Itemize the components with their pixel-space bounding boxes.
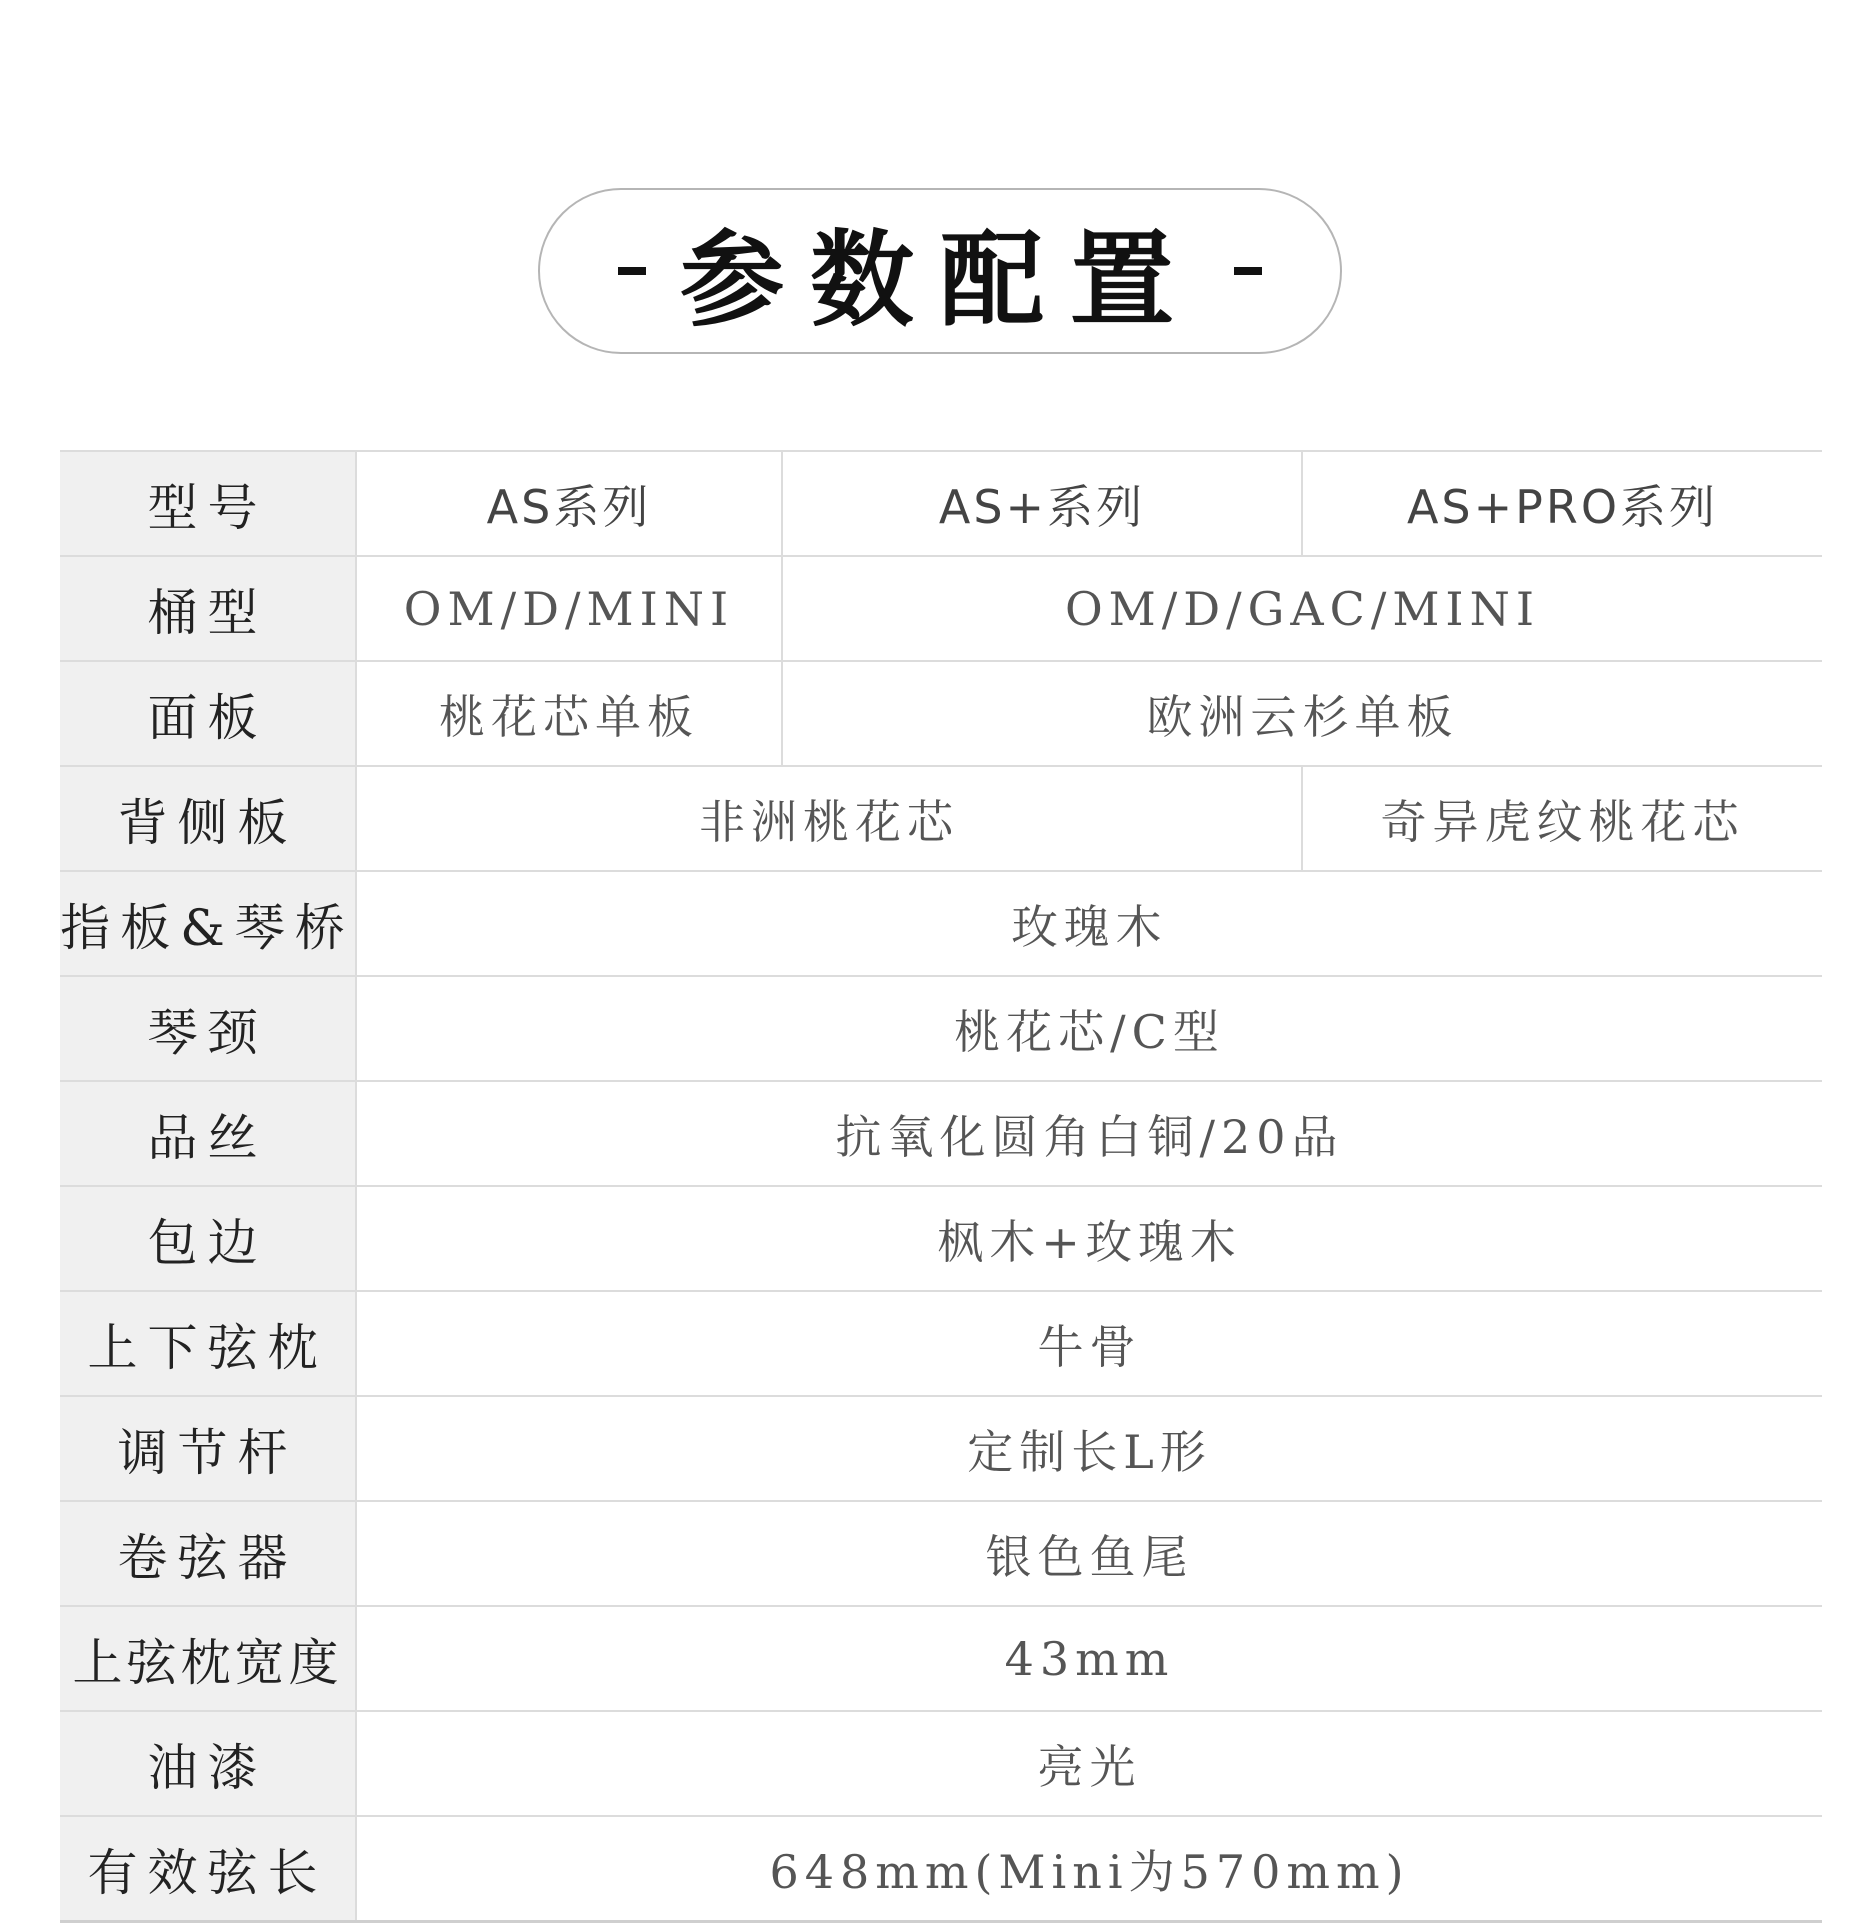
cell-tuners: 银色鱼尾 [356, 1501, 1822, 1606]
table-row [60, 766, 1822, 871]
row-label-fingerboard-bridge: 指板&琴桥 [60, 871, 356, 976]
table-row [60, 556, 1822, 661]
table-row [60, 976, 1822, 1081]
table-row [60, 661, 1822, 766]
section-title-text: 参数配置 [679, 219, 1200, 341]
table-header-row [60, 451, 1822, 556]
title-dash-right [1234, 267, 1262, 275]
row-label-truss-rod: 调节杆 [60, 1396, 356, 1501]
table-row [60, 871, 1822, 976]
section-title [584, 196, 1296, 346]
table-row [60, 1711, 1822, 1816]
row-label-nut-width: 上弦枕宽度 [60, 1606, 356, 1711]
cell-scale-length: 648mm(Mini为570mm) [356, 1816, 1822, 1922]
row-label-tuners: 卷弦器 [60, 1501, 356, 1606]
row-label-top: 面板 [60, 661, 356, 766]
row-label-model: 型号 [60, 451, 356, 556]
table-row [60, 1816, 1822, 1922]
table-row [60, 1501, 1822, 1606]
row-label-neck: 琴颈 [60, 976, 356, 1081]
col-header-as-plus-pro: AS+PRO系列 [1302, 451, 1822, 556]
cell-back-sides-pro: 奇异虎纹桃花芯 [1302, 766, 1822, 871]
row-label-binding: 包边 [60, 1186, 356, 1291]
table-row [60, 1396, 1822, 1501]
cell-back-sides-as-as-plus: 非洲桃花芯 [356, 766, 1302, 871]
cell-frets: 抗氧化圆角白铜/20品 [356, 1081, 1822, 1186]
cell-nut-width: 43mm [356, 1606, 1822, 1711]
cell-finish: 亮光 [356, 1711, 1822, 1816]
cell-neck: 桃花芯/C型 [356, 976, 1822, 1081]
cell-top-as-plus-pro: 欧洲云杉单板 [782, 661, 1822, 766]
row-label-back-sides: 背侧板 [60, 766, 356, 871]
table-row [60, 1606, 1822, 1711]
table-row [60, 1081, 1822, 1186]
cell-body-shape-as-plus-pro: OM/D/GAC/MINI [782, 556, 1822, 661]
cell-top-as: 桃花芯单板 [356, 661, 782, 766]
title-dash-left [618, 267, 646, 275]
table-row [60, 1186, 1822, 1291]
table-row [60, 1291, 1822, 1396]
cell-nut-saddle: 牛骨 [356, 1291, 1822, 1396]
col-header-as: AS系列 [356, 451, 782, 556]
row-label-scale-length: 有效弦长 [60, 1816, 356, 1922]
row-label-nut-saddle: 上下弦枕 [60, 1291, 356, 1396]
row-label-finish: 油漆 [60, 1711, 356, 1816]
cell-body-shape-as: OM/D/MINI [356, 556, 782, 661]
cell-truss-rod: 定制长L形 [356, 1396, 1822, 1501]
row-label-frets: 品丝 [60, 1081, 356, 1186]
section-title-badge [538, 188, 1342, 354]
spec-table [60, 450, 1822, 1923]
row-label-body-shape: 桶型 [60, 556, 356, 661]
cell-fingerboard-bridge: 玫瑰木 [356, 871, 1822, 976]
cell-binding: 枫木+玫瑰木 [356, 1186, 1822, 1291]
col-header-as-plus: AS+系列 [782, 451, 1302, 556]
